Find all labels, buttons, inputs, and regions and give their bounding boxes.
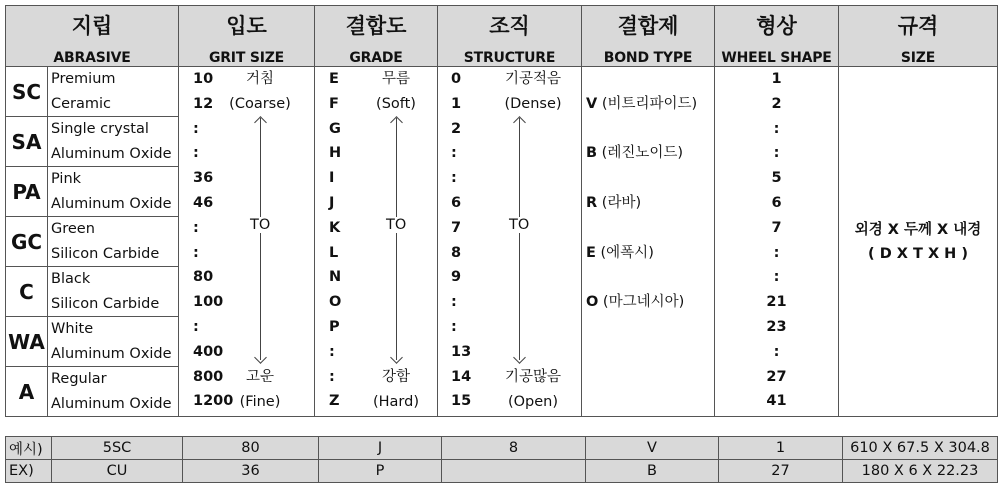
example-row — [6, 437, 998, 460]
bond-code: E — [586, 244, 596, 261]
grit-top-ko: 거침 — [245, 71, 274, 87]
structure-value: 15 — [451, 393, 472, 410]
shape-value: : — [773, 120, 780, 137]
grit-value: 1200 — [193, 393, 234, 410]
shape-value: : — [773, 244, 780, 261]
structure-value: 8 — [451, 244, 462, 261]
bond-type-item — [586, 290, 684, 315]
grit-bottom-en: (Fine) — [239, 393, 281, 410]
bond-type-item — [586, 141, 683, 166]
shape-value: : — [773, 145, 780, 162]
abrasive-description: White Aluminum Oxide — [48, 317, 179, 367]
shape-value: : — [773, 269, 780, 286]
example-bond: B — [586, 460, 719, 483]
grade-value: Z — [329, 393, 340, 410]
structure-value: 1 — [451, 95, 462, 112]
shape-value: 21 — [766, 294, 787, 311]
grit-value: : — [193, 318, 199, 335]
bond-type-item — [586, 191, 641, 216]
structure-top-en: (Dense) — [504, 95, 562, 112]
grade-top-ko: 무름 — [381, 71, 410, 87]
header-bond-type: 결합제 BOND TYPE — [582, 6, 715, 67]
bond-name: (비트리파이드) — [597, 95, 698, 112]
example-size: 180 X 6 X 22.23 — [843, 460, 998, 483]
example-label: 예시) — [6, 437, 52, 460]
example-abrasive: 5SC — [52, 437, 183, 460]
example-structure: 8 — [442, 437, 586, 460]
grade-value: : — [329, 368, 335, 385]
bond-type-item — [586, 241, 654, 266]
grade-value: J — [329, 194, 335, 211]
example-grit: 80 — [183, 437, 319, 460]
shape-value: 41 — [766, 393, 787, 410]
structure-value: 14 — [451, 368, 472, 385]
grade-value: P — [329, 318, 340, 335]
abrasive-description: Premium Ceramic — [48, 67, 179, 117]
shape-value: 5 — [771, 170, 782, 187]
shape-value: 2 — [771, 95, 782, 112]
size-formula-abbrev: ( D X T X H ) — [868, 245, 968, 262]
shape-value: 1 — [771, 71, 782, 87]
abrasive-description: Pink Aluminum Oxide — [48, 167, 179, 217]
shape-value: 27 — [766, 368, 787, 385]
abrasive-description: Black Silicon Carbide — [48, 267, 179, 317]
structure-value: 7 — [451, 219, 462, 236]
grit-value: : — [193, 145, 199, 162]
shape-value: 6 — [771, 194, 782, 211]
grit-value: 80 — [193, 269, 214, 286]
example-abrasive: CU — [52, 460, 183, 483]
structure-top-ko: 기공적음 — [504, 71, 562, 87]
header-grit-size: 입도 GRIT SIZE — [179, 6, 315, 67]
structure-value: : — [451, 318, 457, 335]
bond-column — [582, 67, 715, 417]
grade-value: K — [329, 219, 341, 236]
abrasive-symbol: SA — [6, 117, 48, 167]
example-shape: 1 — [719, 437, 843, 460]
bond-code: B — [586, 145, 598, 162]
example-size: 610 X 67.5 X 304.8 — [843, 437, 998, 460]
abrasive-description: Single crystal Aluminum Oxide — [48, 117, 179, 167]
grade-value: E — [329, 71, 339, 87]
grade-bottom-ko: 강함 — [381, 369, 410, 385]
grit-bottom-ko: 고운 — [245, 369, 274, 385]
example-label: EX) — [6, 460, 52, 483]
bond-name: (라바) — [597, 195, 642, 211]
structure-value: 2 — [451, 120, 462, 137]
grade-value: : — [329, 343, 335, 360]
structure-column — [438, 67, 582, 417]
structure-bottom-ko: 기공많음 — [504, 369, 562, 385]
header-size: 규격 SIZE — [839, 6, 998, 67]
grade-to-label: TO — [383, 217, 409, 233]
example-bond: V — [586, 437, 719, 460]
structure-to-label: TO — [506, 217, 532, 233]
abrasive-row — [6, 67, 998, 117]
header-wheel-shape: 형상 WHEEL SHAPE — [715, 6, 839, 67]
example-grit: 36 — [183, 460, 319, 483]
example-grade: J — [319, 437, 442, 460]
grit-top-en: (Coarse) — [229, 95, 291, 112]
grit-value: 100 — [193, 294, 224, 311]
header-abrasive: 지립 ABRASIVE — [6, 6, 179, 67]
grade-value: G — [329, 120, 341, 137]
grade-column — [315, 67, 438, 417]
grade-value: I — [329, 170, 335, 187]
example-structure — [442, 460, 586, 483]
abrasive-description: Green Silicon Carbide — [48, 217, 179, 267]
grit-to-label: TO — [247, 217, 273, 233]
grit-value: 10 — [193, 71, 214, 87]
structure-bottom-en: (Open) — [507, 393, 559, 410]
grit-value: : — [193, 244, 199, 261]
structure-value: : — [451, 294, 457, 311]
abrasive-symbol: WA — [6, 317, 48, 367]
grit-value: 12 — [193, 95, 214, 112]
abrasive-symbol: GC — [6, 217, 48, 267]
example-shape: 27 — [719, 460, 843, 483]
structure-value: 6 — [451, 194, 462, 211]
bond-name: (에폭시) — [595, 244, 654, 261]
bond-code: V — [586, 95, 598, 112]
abrasive-symbol: C — [6, 267, 48, 317]
abrasive-description: Regular Aluminum Oxide — [48, 367, 179, 417]
example-row — [6, 460, 998, 483]
shape-value: 23 — [766, 318, 787, 335]
grade-value: F — [329, 95, 339, 112]
shape-value: 7 — [771, 219, 782, 236]
abrasive-symbol: A — [6, 367, 48, 417]
grit-value: 400 — [193, 343, 224, 360]
grade-value: L — [329, 244, 339, 261]
header-row — [6, 6, 998, 67]
grade-value: O — [329, 294, 342, 311]
grit-value: 800 — [193, 368, 224, 385]
grit-value: 36 — [193, 170, 214, 187]
grit-value: : — [193, 120, 199, 137]
grit-value: : — [193, 219, 199, 236]
grade-bottom-en: (Hard) — [372, 393, 419, 410]
structure-value: : — [451, 145, 457, 162]
bond-type-item — [586, 92, 697, 117]
bond-name: (마그네시아) — [598, 294, 685, 311]
example-grade: P — [319, 460, 442, 483]
structure-value: 13 — [451, 343, 472, 360]
structure-value: 9 — [451, 269, 462, 286]
grade-value: N — [329, 269, 342, 286]
example-table — [5, 436, 998, 483]
abrasive-symbol: PA — [6, 167, 48, 217]
bond-code: O — [586, 294, 599, 311]
grit-value: 46 — [193, 194, 214, 211]
header-structure: 조직 STRUCTURE — [438, 6, 582, 67]
structure-value: : — [451, 170, 457, 187]
shape-column — [715, 67, 839, 417]
bond-name: (레진노이드) — [597, 145, 684, 162]
grade-value: H — [329, 145, 342, 162]
size-formula: 외경 X 두께 X 내경 — [854, 221, 982, 238]
grade-top-en: (Soft) — [376, 95, 416, 112]
bond-code: R — [586, 195, 598, 211]
grit-column — [179, 67, 315, 417]
shape-value: : — [773, 343, 780, 360]
specification-table — [5, 5, 998, 417]
structure-value: 0 — [451, 71, 462, 87]
abrasive-symbol: SC — [6, 67, 48, 117]
size-column — [839, 67, 998, 417]
header-grade: 결합도 GRADE — [315, 6, 438, 67]
